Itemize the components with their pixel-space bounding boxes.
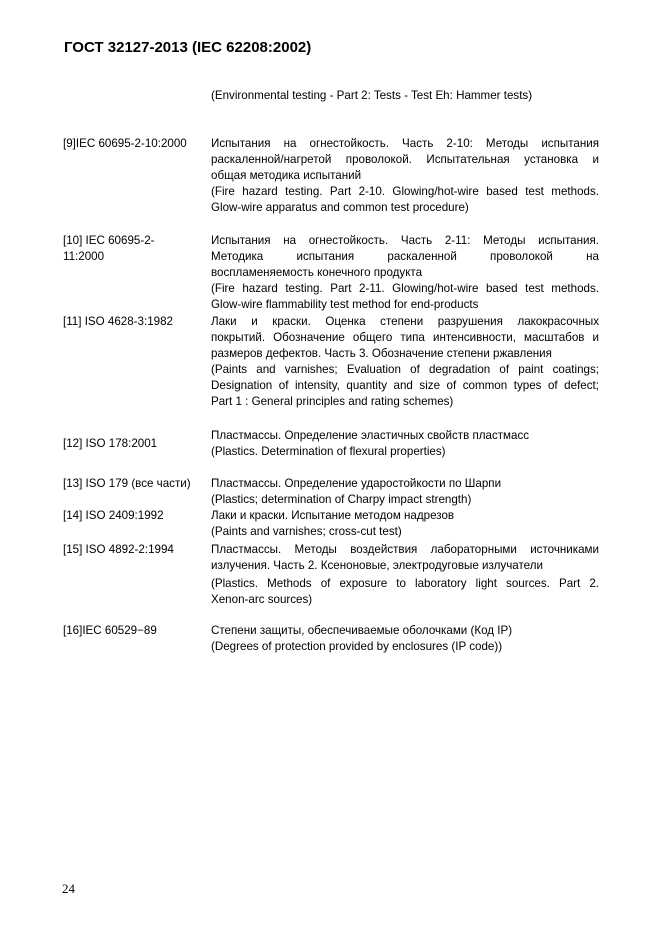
- reference-description: [211, 136, 599, 216]
- reference-description: [211, 623, 599, 655]
- text-line: Пластмассы. Определение эластичных свойств пластмасс: [211, 429, 530, 442]
- text-line: Испытания на огнестойкость. Часть 2-11: Методы испытания.: [211, 234, 599, 247]
- reference-description: [211, 314, 599, 410]
- page-number: 24: [62, 881, 75, 896]
- reference-description: [211, 233, 599, 313]
- text-line: Пластмассы. Определение ударостойкости по Шарпи: [211, 477, 502, 490]
- text-line: Лаки и краски. Испытание методом надрезов: [211, 509, 455, 522]
- text-line: общая методика испытаний: [211, 169, 362, 182]
- text-line: излучения. Часть 2. Ксеноновые, электродуговые излучатели: [211, 559, 543, 572]
- text-line: (Paints and varnishes; cross-cut test): [211, 525, 402, 538]
- text-line: (Degrees of protection provided by enclosures (IP code)): [211, 640, 503, 653]
- text-line: (Paints and varnishes; Evaluation of degradation of paint coatings;: [211, 363, 599, 376]
- text-line: Part 1 : General principles and rating schemes): [211, 395, 454, 408]
- text-line: Лаки и краски. Оценка степени разрушения лакокрасочных: [211, 315, 599, 328]
- text-line: Испытания на огнестойкость. Часть 2-10: Методы испытания: [211, 137, 599, 150]
- text-line: Xenon-arc sources): [211, 593, 313, 606]
- reference-number: [11] ISO 4628-3:1982: [63, 315, 174, 328]
- text-line: Glow-wire flammability test method for end-products: [211, 298, 479, 311]
- text-line: (Fire hazard testing. Part 2-11. Glowing/hot-wire based test methods.: [211, 282, 599, 295]
- text-line: (Fire hazard testing. Part 2-10. Glowing/hot-wire based test methods.: [211, 185, 599, 198]
- continued-reference-text: [211, 88, 599, 104]
- text-line: (Environmental testing - Part 2: Tests - Test Eh: Hammer tests): [211, 89, 533, 102]
- text-line: раскаленной/нагретой проволокой. Испытательная установка и: [211, 153, 599, 166]
- document-header: ГОСТ 32127-2013 (IEC 62208:2002): [64, 39, 312, 56]
- text-line: покрытий. Обозначение общего типа интенсивности, масштабов и: [211, 331, 599, 344]
- reference-description: [211, 428, 599, 460]
- reference-number: [14] ISO 2409:1992: [63, 509, 164, 522]
- text-line: (Plastics. Determination of flexural properties): [211, 445, 446, 458]
- reference-number: [16]IEC 60529−89: [63, 624, 157, 637]
- text-line: воспламеняемость конечного продукта: [211, 266, 423, 279]
- text-line: Пластмассы. Методы воздействия лабораторными источниками: [211, 543, 599, 556]
- reference-number: [13] ISO 179 (все части): [63, 477, 191, 490]
- reference-number: [9]IEC 60695-2-10:2000: [63, 137, 187, 150]
- text-line: Glow-wire apparatus and common test procedure): [211, 201, 469, 214]
- text-line: (Plastics. Methods of exposure to laboratory light sources. Part 2.: [211, 577, 599, 590]
- reference-number: [15] ISO 4892-2:1994: [63, 543, 174, 556]
- reference-description: [211, 542, 599, 608]
- reference-description: [211, 476, 599, 508]
- reference-number: [10] IEC 60695-2-11:2000: [63, 234, 155, 263]
- reference-description: [211, 508, 599, 540]
- reference-number: [12] ISO 178:2001: [63, 437, 158, 450]
- text-line: (Plastics; determination of Charpy impact strength): [211, 493, 472, 506]
- text-line: Designation of intensity, quantity and size of common types of defect;: [211, 379, 599, 392]
- text-line: размеров дефектов. Часть 3. Обозначение степени ржавления: [211, 347, 552, 360]
- text-line: Степени защиты, обеспечиваемые оболочками (Код IP): [211, 624, 513, 637]
- text-line: Методика испытания раскаленной проволокой на: [211, 250, 599, 263]
